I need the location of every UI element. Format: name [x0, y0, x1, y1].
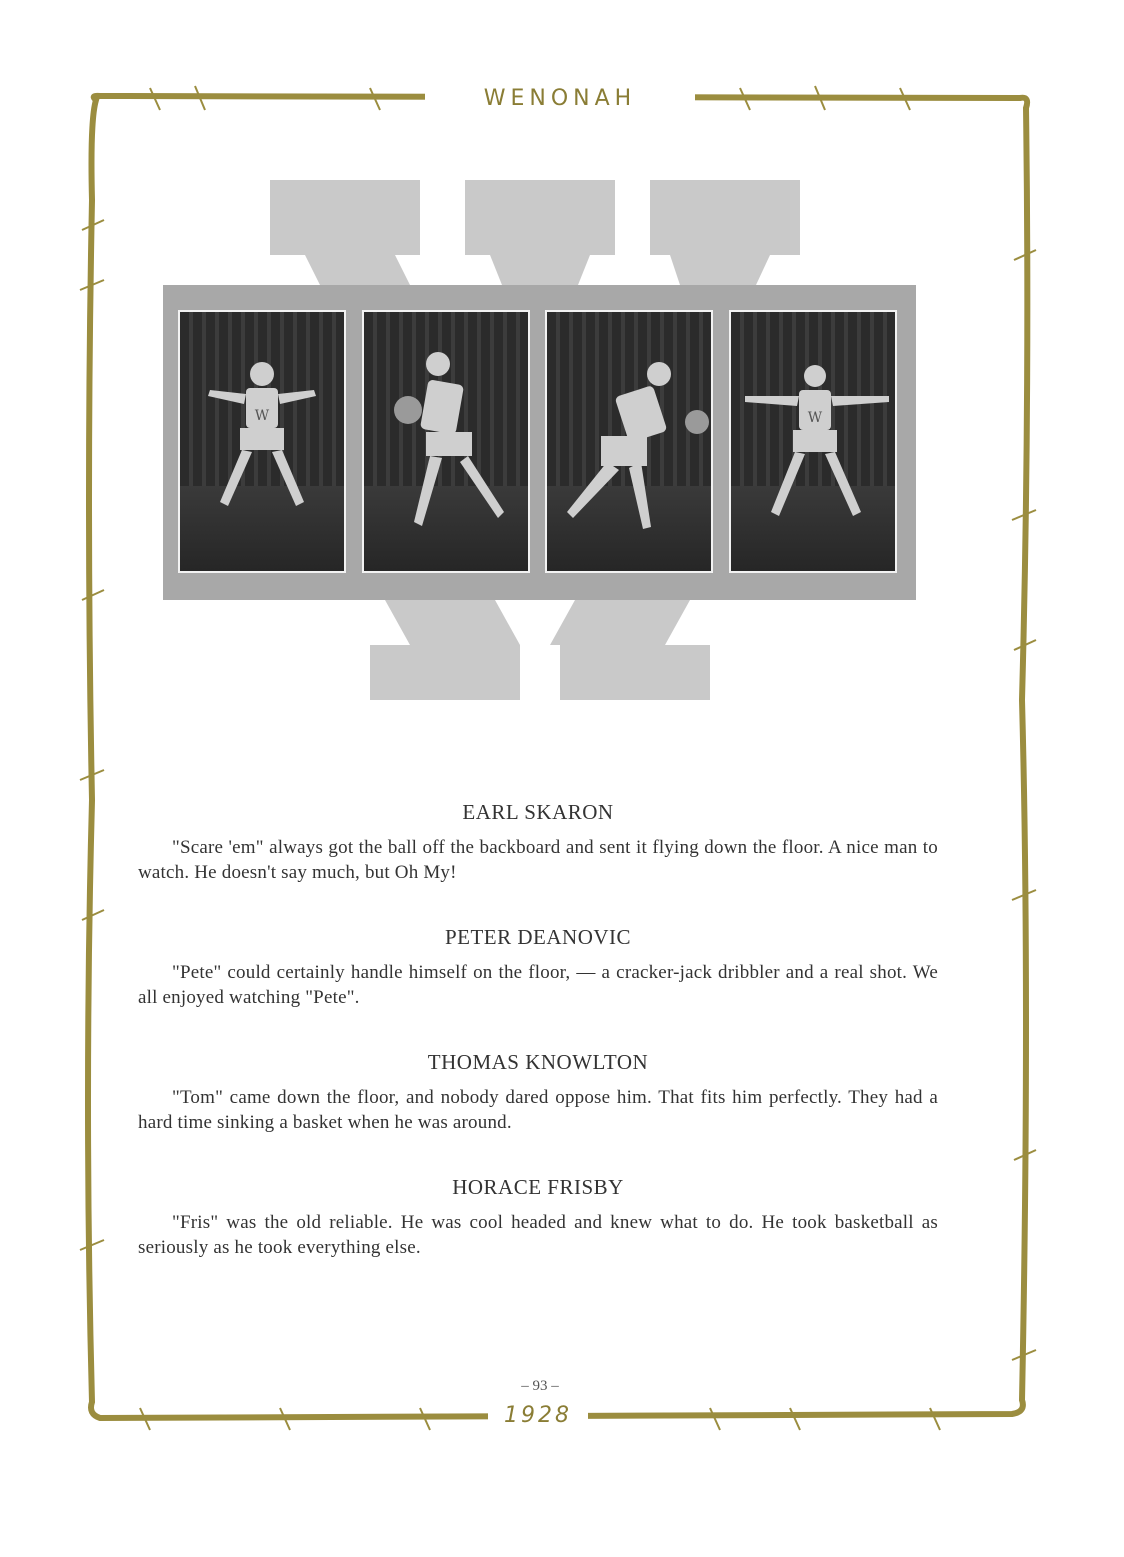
player-figure-icon	[180, 312, 344, 571]
footer-year: 1928	[488, 1402, 588, 1430]
player-figure-icon	[547, 312, 711, 571]
player-description: "Scare 'em" always got the ball off the backboard and sent it flying down the floor. A nice man to watch. He doesn't say much, but Oh My!	[138, 837, 938, 883]
player-entry	[138, 1050, 938, 1135]
player-photo-2	[362, 310, 530, 573]
player-entry	[138, 800, 938, 885]
player-figure-icon	[364, 312, 528, 571]
player-entry	[138, 1175, 938, 1260]
player-photo-3	[545, 310, 713, 573]
player-name: THOMAS KNOWLTON	[427, 1050, 649, 1074]
player-description: "Tom" came down the floor, and nobody dared oppose him. That fits him perfectly. They had a hard time sinking a basket when he was around.	[138, 1087, 938, 1133]
player-name: HORACE FRISBY	[452, 1175, 624, 1199]
player-photo-1	[178, 310, 346, 573]
page-number: – 93 –	[521, 1378, 559, 1394]
player-name: EARL SKARON	[462, 800, 614, 824]
photo-band	[163, 285, 916, 600]
player-entry	[138, 925, 938, 1010]
player-figure-icon	[731, 312, 895, 571]
player-descriptions	[138, 800, 938, 1300]
svg-text:W: W	[807, 410, 823, 426]
svg-text:W: W	[254, 408, 270, 424]
player-description: "Fris" was the old reliable. He was cool headed and knew what to do. He took basketball as seriously as he took everything else.	[138, 1212, 938, 1258]
player-name: PETER DEANOVIC	[444, 925, 632, 949]
player-description: "Pete" could certainly handle himself on the floor, — a cracker-jack dribbler and a real shot. We all enjoyed watching "Pete".	[138, 962, 938, 1008]
header-title: WENONAH	[425, 84, 695, 114]
player-photo-4	[729, 310, 897, 573]
